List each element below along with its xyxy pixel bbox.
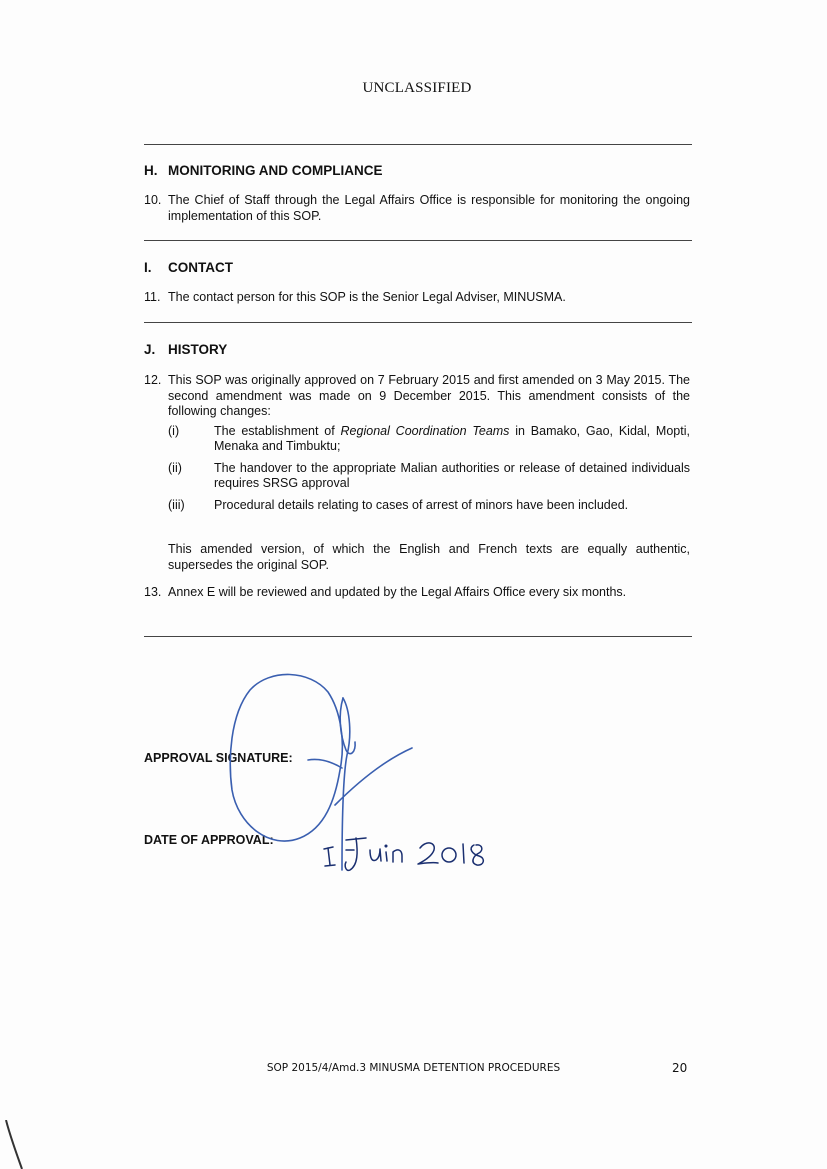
list-item-marker: (i)	[168, 423, 180, 438]
section-title: MONITORING AND COMPLIANCE	[168, 163, 383, 178]
list-item	[168, 461, 690, 492]
signature-loop	[230, 674, 342, 841]
paragraph-13	[144, 585, 690, 601]
section-letter: I.	[144, 260, 152, 275]
list-item-emphasis: Regional Coordination Teams	[340, 423, 510, 438]
signature-cross	[308, 759, 342, 768]
paragraph-number: 12.	[144, 373, 162, 387]
section-heading	[144, 260, 690, 275]
handwritten-date	[324, 838, 483, 870]
list-item-text-part: in Bamako, Gao, Kidal, Mopti, Menaka and Timbuktu;	[214, 423, 690, 453]
section-divider	[144, 322, 692, 323]
section-heading	[144, 163, 690, 178]
paragraph-11	[144, 290, 690, 306]
scan-edge-mark	[4, 1120, 24, 1169]
list-item-text: Procedural details relating to cases of arrest of minors have been included.	[214, 497, 629, 512]
footer-document-title: SOP 2015/4/Amd.3 MINUSMA DETENTION PROCEDURES	[266, 1062, 561, 1074]
paragraph-10	[144, 193, 690, 224]
section-divider	[144, 636, 692, 637]
section-title: HISTORY	[168, 342, 228, 357]
paragraph-number: 11.	[144, 290, 161, 304]
amendment-changes-list	[168, 424, 690, 514]
list-item-text-part: The establishment of	[214, 423, 341, 438]
list-item-text: The handover to the appropriate Malian authorities or release of detained individuals requires SRSG approval	[214, 460, 690, 490]
paragraph-text: The Chief of Staff through the Legal Affairs Office is responsible for monitoring the ongoing implementation of this SOP.	[168, 193, 690, 223]
section-letter: H.	[144, 163, 158, 178]
list-item	[168, 424, 690, 455]
list-item	[168, 498, 690, 514]
section-letter: J.	[144, 342, 156, 357]
section-heading	[144, 342, 690, 357]
list-item-marker: (iii)	[168, 497, 185, 512]
handwritten-signature	[200, 660, 500, 900]
section-divider	[144, 144, 692, 145]
paragraph-12	[144, 373, 690, 519]
list-item-text	[214, 424, 690, 455]
section-title: CONTACT	[168, 260, 233, 275]
approval-date-label: DATE OF APPROVAL:	[144, 833, 274, 847]
section-monitoring	[144, 163, 690, 224]
paragraph-text: Annex E will be reviewed and updated by the Legal Affairs Office every six months.	[168, 585, 627, 599]
approval-signature-label: APPROVAL SIGNATURE:	[144, 751, 293, 765]
signature-stem	[342, 698, 350, 870]
list-item-marker: (ii)	[168, 460, 182, 475]
section-history	[144, 342, 690, 601]
paragraph-text: The contact person for this SOP is the Senior Legal Adviser, MINUSMA.	[168, 290, 566, 304]
section-contact	[144, 260, 690, 306]
classification-marking: UNCLASSIFIED	[362, 80, 472, 96]
paragraph-number: 10.	[144, 193, 162, 207]
page-number: 20	[672, 1061, 688, 1075]
section-divider	[144, 240, 692, 241]
amendment-note: This amended version, of which the English and French texts are equally authentic, supersedes the original SOP.	[168, 542, 690, 572]
paragraph-text: This SOP was originally approved on 7 February 2015 and first amended on 3 May 2015. The second amendment was made on 9 December 2015. This amendment consists of the following changes:	[168, 373, 690, 418]
paragraph-number: 13.	[144, 585, 162, 599]
